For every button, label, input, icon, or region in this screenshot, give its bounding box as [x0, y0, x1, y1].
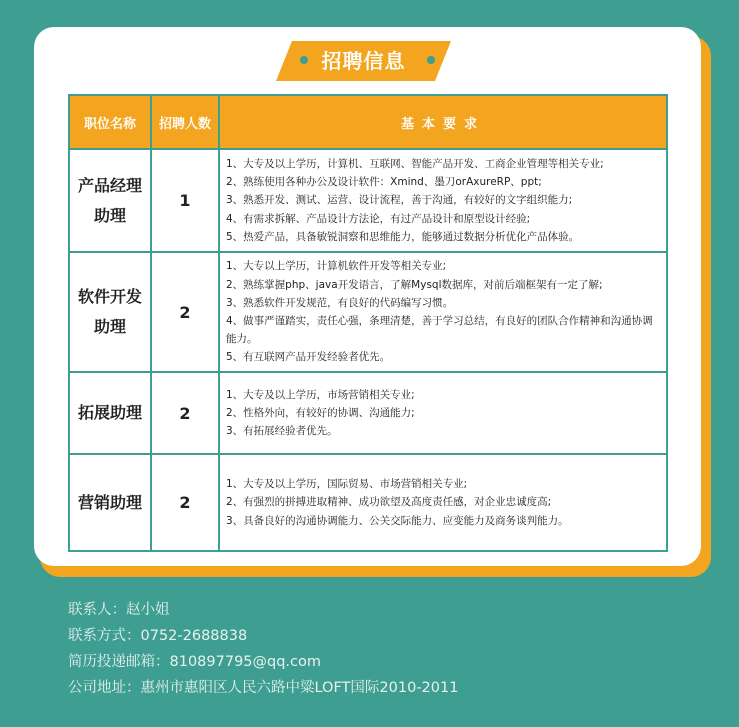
requirement-item: 4、有需求拆解、产品设计方法论，有过产品设计和原型设计经验;	[226, 212, 531, 225]
requirement-item: 3、熟悉开发、测试、运营、设计流程，善于沟通，有较好的文字组织能力;	[226, 194, 573, 207]
requirement-item: 1、大专及以上学历，市场营销相关专业;	[226, 388, 415, 401]
position-name-line1: 拓展助理	[77, 403, 142, 422]
header-requirements: 基本要求	[219, 95, 667, 149]
position-requirements	[219, 252, 667, 372]
position-name-line2: 助理	[93, 317, 126, 336]
requirement-item: 2、有强烈的拼搏进取精神、成功欲望及高度责任感，对企业忠诚度高;	[226, 496, 552, 509]
header-count: 招聘人数	[151, 95, 219, 149]
requirement-item: 5、有互联网产品开发经验者优先。	[226, 351, 391, 364]
position-name	[69, 454, 151, 551]
table-row	[69, 372, 667, 454]
requirement-item: 1、大专及以上学历，计算机、互联网、智能产品开发、工商企业管理等相关专业;	[226, 157, 604, 170]
requirement-item: 1、大专及以上学历，国际贸易、市场营销相关专业;	[226, 478, 468, 491]
position-name	[69, 372, 151, 454]
position-name	[69, 149, 151, 252]
position-name-line1: 营销助理	[77, 492, 142, 512]
requirement-item: 2、性格外向，有较好的协调、沟通能力;	[226, 406, 415, 419]
requirement-item: 5、热爱产品，具备敏锐洞察和思维能力，能够通过数据分析优化产品体验。	[226, 230, 580, 243]
table-row	[69, 454, 667, 551]
position-name-line1: 产品经理	[77, 175, 142, 195]
position-requirements	[219, 149, 667, 252]
title-dot-right	[427, 56, 435, 64]
requirement-item: 2、熟练使用各种办公及设计软件：Xmind、墨刀orAxureRP、ppt;	[226, 176, 542, 189]
page-title: 招聘信息	[321, 49, 406, 73]
position-count: 1	[151, 149, 219, 252]
table-header-row	[69, 95, 667, 149]
requirement-item: 3、有拓展经验者优先。	[226, 425, 338, 438]
jobs-table	[68, 94, 668, 552]
position-count: 2	[151, 252, 219, 372]
header-position: 职位名称	[69, 95, 151, 149]
position-count: 2	[151, 372, 219, 454]
requirement-item: 3、熟悉软件开发规范，有良好的代码编写习惯。	[226, 296, 454, 309]
position-name-line2: 助理	[93, 205, 126, 225]
position-requirements	[219, 454, 667, 551]
contact-email: 简历投递邮箱：810897795@qq.com	[68, 654, 322, 670]
contact-person: 联系人：赵小姐	[68, 602, 170, 618]
table-row	[69, 252, 667, 372]
contact-address: 公司地址：惠州市惠阳区人民六路中粱LOFT国际2010-2011	[68, 680, 459, 696]
requirement-item: 4、做事严谨踏实，责任心强，条理清楚，善于学习总结，有良好的团队合作精神和沟通协调能力。	[226, 315, 653, 346]
requirement-item: 1、大专以上学历，计算机软件开发等相关专业;	[226, 260, 447, 273]
requirement-item: 3、具备良好的沟通协调能力、公关交际能力、应变能力及商务谈判能力。	[226, 514, 569, 527]
title-dot-left	[300, 56, 308, 64]
table-row	[69, 149, 667, 252]
position-requirements	[219, 372, 667, 454]
requirement-item: 2、熟练掌握php、java开发语言，了解Mysql数据库，对前后端框架有一定了解;	[226, 278, 603, 291]
position-name-line1: 软件开发	[77, 287, 142, 306]
position-count: 2	[151, 454, 219, 551]
contact-phone: 联系方式：0752-2688838	[68, 628, 248, 644]
position-name	[69, 252, 151, 372]
